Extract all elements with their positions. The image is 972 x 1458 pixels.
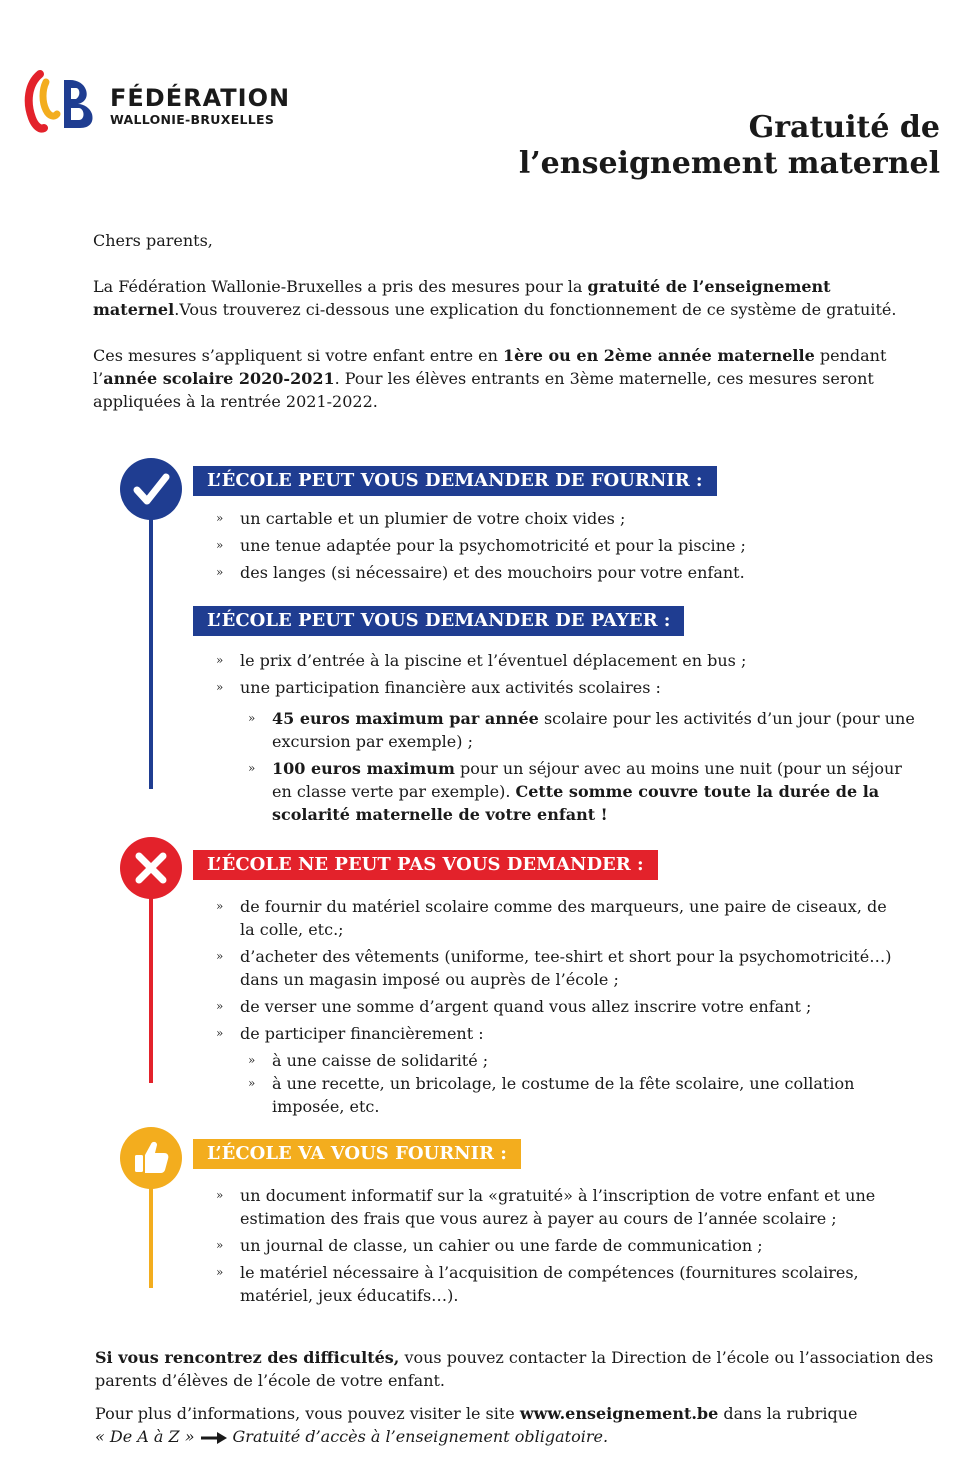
text: le matériel nécessaire à l’acquisition de compétences (fournitures scolaires, matériel, jeux éducatifs…). <box>240 1263 859 1305</box>
thumbs-up-icon <box>120 1127 182 1189</box>
text: un cartable et un plumier de votre choix vides ; <box>240 509 626 528</box>
list-pay <box>216 649 926 830</box>
text: un journal de classe, un cahier ou une farde de communication ; <box>240 1236 763 1255</box>
arrow-right-icon <box>199 1431 229 1445</box>
text: le prix d’entrée à la piscine et l’éventuel déplacement en bus ; <box>240 651 747 670</box>
bullet: » <box>248 1053 256 1067</box>
list-item <box>216 676 926 699</box>
text: à une recette, un bricolage, le costume de la fête scolaire, une collation imposée, etc. <box>272 1074 855 1116</box>
text: une participation financière aux activités scolaires : <box>240 678 661 697</box>
check-circle <box>120 458 182 520</box>
bullet: » <box>216 999 224 1013</box>
bullet: » <box>216 1026 224 1040</box>
cross-icon <box>120 837 182 899</box>
text-bold: gratuité de l’enseignement maternel <box>93 277 831 319</box>
bullet: » <box>248 1076 256 1090</box>
timeline-line-yellow <box>149 1185 153 1288</box>
text-bold: 45 euros maximum par année <box>272 709 539 728</box>
text-bold: année scolaire 2020-2021 <box>103 369 335 388</box>
footer <box>95 1346 955 1458</box>
text: d’acheter des vêtements (uniforme, tee-shirt et short pour la psychomotricité…) dans un magasin imposé ou auprès de l’école ; <box>240 947 892 989</box>
page-title <box>519 110 940 182</box>
text: des langes (si nécessaire) et des mouchoirs pour votre enfant. <box>240 563 745 582</box>
rubric-text: « De A à Z » <box>95 1427 195 1446</box>
intro <box>93 229 943 413</box>
heading-provide: L’ÉCOLE PEUT VOUS DEMANDER DE FOURNIR : <box>193 466 717 496</box>
list-item <box>216 534 916 557</box>
heading-cannot: L’ÉCOLE NE PEUT PAS VOUS DEMANDER : <box>193 850 658 880</box>
text: Pour plus d’informations, vous pouvez visiter le site <box>95 1404 520 1423</box>
text: . Pour les élèves entrants en 3ème maternelle, ces mesures seront appliquées à la rentrée 2021-2022. <box>93 369 874 411</box>
list-item <box>216 1234 906 1257</box>
bullet: » <box>216 1238 224 1252</box>
check-icon <box>120 458 182 520</box>
text-bold: 100 euros maximum <box>272 759 455 778</box>
greeting: Chers parents, <box>93 231 213 250</box>
list-cannot <box>216 895 896 1122</box>
footer-paragraph-1 <box>95 1346 955 1392</box>
bullet: » <box>248 761 256 775</box>
logo-line-1: FÉDÉRATION <box>110 84 291 112</box>
timeline-line-blue <box>149 516 153 789</box>
text: vous pouvez contacter la Direction de l’école ou l’association des parents d’élèves de l’école de votre enfant. <box>95 1348 934 1390</box>
text: une tenue adaptée pour la psychomotricité et pour la piscine ; <box>240 536 746 555</box>
heading-pay: L’ÉCOLE PEUT VOUS DEMANDER DE PAYER : <box>193 606 684 636</box>
intro-paragraph-2 <box>93 344 943 413</box>
bullet: » <box>216 653 224 667</box>
list-item <box>216 995 896 1018</box>
list-item <box>216 1261 906 1307</box>
bullet: » <box>216 899 224 913</box>
list-item <box>216 649 926 672</box>
text-bold: Si vous rencontrez des difficultés, <box>95 1348 400 1367</box>
list-subitem <box>248 1049 896 1072</box>
text: pour un séjour avec au moins une nuit (pour un séjour en classe verte par exemple). <box>272 759 902 801</box>
list-subitem <box>248 1072 896 1118</box>
heading-supply: L’ÉCOLE VA VOUS FOURNIR : <box>193 1139 521 1169</box>
logo-wordmark <box>110 86 290 128</box>
text: de verser une somme d’argent quand vous allez inscrire votre enfant ; <box>240 997 812 1016</box>
list-item <box>216 561 916 584</box>
website-link[interactable]: www.enseignement.be <box>519 1404 719 1423</box>
text: pendant l’ <box>93 346 887 388</box>
thumbs-up-circle <box>120 1127 182 1189</box>
bullet: » <box>216 1265 224 1279</box>
bullet: » <box>248 711 256 725</box>
footer-paragraph-2 <box>95 1402 955 1448</box>
bullet: » <box>216 1188 224 1202</box>
timeline-line-red <box>149 895 153 1083</box>
text: dans la rubrique <box>718 1404 858 1423</box>
list-item <box>216 895 896 941</box>
title-line-1: Gratuité de <box>748 110 940 145</box>
text: .Vous trouverez ci-dessous une explication du fonctionnement de ce système de gratuité. <box>174 300 897 319</box>
bullet: » <box>216 680 224 694</box>
text: à une caisse de solidarité ; <box>272 1051 489 1070</box>
text: La Fédération Wallonie-Bruxelles a pris des mesures pour la <box>93 277 588 296</box>
text: Ces mesures s’appliquent si votre enfant entre en <box>93 346 504 365</box>
text: de fournir du matériel scolaire comme des marqueurs, une paire de ciseaux, de la colle, etc.; <box>240 897 887 939</box>
logo-line-2: WALLONIE-BRUXELLES <box>110 112 275 127</box>
list-item <box>216 945 896 991</box>
fwb-logo-icon <box>24 68 96 134</box>
title-line-2: l’enseignement maternel <box>518 146 940 181</box>
intro-paragraph-1 <box>93 275 943 321</box>
list-provide <box>216 507 916 588</box>
rubric-target-text: Gratuité d’accès à l’enseignement obligatoire. <box>232 1427 609 1446</box>
text: scolaire pour les activités d’un jour (pour une excursion par exemple) ; <box>272 709 915 751</box>
bullet: » <box>216 949 224 963</box>
bullet: » <box>216 538 224 552</box>
text-bold: 1ère ou en 2ème année maternelle <box>503 346 815 365</box>
list-item <box>216 507 916 530</box>
text: de participer financièrement : <box>240 1024 484 1043</box>
text: un document informatif sur la «gratuité» à l’inscription de votre enfant et une estimation des frais que vous aurez à payer au cours de l’année scolaire ; <box>240 1186 876 1228</box>
list-supply <box>216 1184 906 1311</box>
list-subitem <box>248 707 926 753</box>
bullet: » <box>216 565 224 579</box>
bullet: » <box>216 511 224 525</box>
list-subitem <box>248 757 926 826</box>
list-item <box>216 1022 896 1045</box>
text-bold: Cette somme couvre toute la durée de la scolarité maternelle de votre enfant ! <box>272 782 880 824</box>
cross-circle <box>120 837 182 899</box>
list-item <box>216 1184 906 1230</box>
